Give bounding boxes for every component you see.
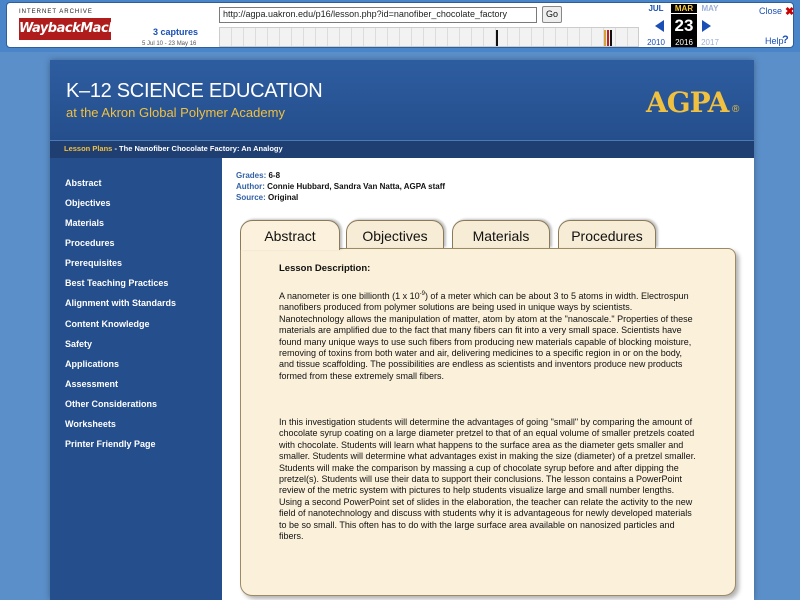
wayback-help-link[interactable]: Help [765,36,784,46]
meta-source-label: Source: [236,193,266,202]
paragraph-1-rest: ) of a meter which can be about 3 to 5 atoms in width. Electrospun nanofibers produced from polymer solutions are being used in unique ways by scientists. Nanotechnology allows the manipulation of matter, atom by atom at the "nanoscale." Properties of these materials are amplified due to the fact that many fibers can fit into a very small space. Scientists have found many unique ways to use such fibers from producing new materials capable of blocking moisture, removing of toxins from both water and air, delivering medicines to a specific region in or on the body, and tissue scaffolding. The possibilities are endless as scientists and inventors produce new products formed from these extremely small fibers. [279,291,693,381]
sidebar-item-content-knowledge[interactable]: Content Knowledge [65,319,150,329]
wayback-logo-top: INTERNET ARCHIVE [19,9,93,15]
lesson-page [50,60,754,600]
wayback-logo[interactable] [19,9,138,43]
abstract-panel [240,248,736,596]
meta-grades-label: Grades: [236,171,267,180]
wayback-close-link[interactable]: Close [759,6,783,16]
sidebar-item-procedures[interactable]: Procedures [65,238,115,248]
sidebar-item-worksheets[interactable]: Worksheets [65,419,116,429]
lesson-meta [236,170,445,203]
help-icon[interactable]: ? [782,34,789,46]
sidebar-item-prerequisites[interactable]: Prerequisites [65,258,123,268]
breadcrumb-current: The Nanofiber Chocolate Factory: An Analogy [119,144,283,153]
sidebar-item-assessment[interactable]: Assessment [65,379,119,389]
sidebar-item-objectives[interactable]: Objectives [65,198,111,208]
sidebar-item-printer-friendly-page[interactable]: Printer Friendly Page [65,439,156,449]
breadcrumb-text [64,144,283,153]
month-prev[interactable]: JUL [648,4,664,13]
year-prev[interactable]: 2010 [647,38,665,47]
tab-procedures[interactable]: Procedures [558,220,656,248]
banner-title: K–12 SCIENCE EDUCATION [66,80,323,102]
tab-materials[interactable]: Materials [452,220,550,248]
month-next[interactable]: MAY [701,4,719,13]
wayback-capture-range: 5 Jul 10 - 23 May 16 [142,41,197,47]
meta-author-value: Connie Hubbard, Sandra Van Natta, AGPA staff [267,182,446,191]
meta-grades-row [236,170,445,181]
sparkline-capture-mark [604,30,606,46]
registered-mark: ® [732,104,740,115]
agpa-logo[interactable]: AGPA [646,86,729,119]
meta-grades-value: 6-8 [268,171,281,180]
paragraph-1-start: A nanometer is one billionth (1 x 10 [279,291,420,301]
sidebar-item-safety[interactable]: Safety [65,339,93,349]
breadcrumb-separator: - [112,144,120,153]
sidebar-item-abstract[interactable]: Abstract [65,178,102,188]
month-current: MAR [671,4,697,13]
breadcrumb [50,140,754,158]
wayback-url-input[interactable]: http://agpa.uakron.edu/p16/lesson.php?id=nanofiber_chocolate_factory [219,7,537,23]
meta-source-value: Original [268,193,299,202]
sidebar-item-applications[interactable]: Applications [65,359,120,369]
sparkline-capture-mark [496,30,498,46]
site-banner [50,60,754,140]
wayback-captures-link[interactable]: 3 captures [153,27,199,37]
abstract-paragraph-1 [279,289,699,382]
year-next: 2017 [701,38,719,47]
lesson-description-heading: Lesson Description: [279,263,371,274]
sidebar-item-materials[interactable]: Materials [65,218,105,228]
sidebar-item-other-considerations[interactable]: Other Considerations [65,399,158,409]
meta-author-label: Author: [236,182,265,191]
sidebar-item-best-teaching-practices[interactable]: Best Teaching Practices [65,278,169,288]
sparkline-capture-mark [610,30,612,46]
wayback-toolbar [0,0,800,52]
close-icon[interactable]: ✖ [785,6,795,18]
sidebar-item-alignment-with-standards[interactable]: Alignment with Standards [65,298,177,308]
wayback-logo-main: WaybackMachine [19,18,111,40]
tab-objectives[interactable]: Objectives [346,220,444,248]
meta-source-row [236,192,445,203]
breadcrumb-lesson-plans-link[interactable]: Lesson Plans [64,144,113,153]
meta-author-row [236,181,445,192]
previous-capture-arrow-icon[interactable] [655,20,664,32]
year-current: 2016 [671,38,697,47]
wayback-panel [6,2,794,48]
wayback-go-button[interactable]: Go [542,6,562,23]
capture-day: 23 [671,14,697,38]
next-capture-arrow-icon[interactable] [702,20,711,32]
tab-abstract[interactable]: Abstract [240,220,340,250]
banner-subtitle: at the Akron Global Polymer Academy [66,105,285,120]
sidebar-nav [50,158,222,600]
abstract-paragraph-2: In this investigation students will determine the advantages of going "small" by comparing the amount of chocolate syrup coating on a large diameter pretzel to that of an equal volume of smaller pretzels coated with chocolate. Students will learn what happens to the surface area as the diameter gets smaller and smaller. Students will determine what advantages exist in making the size (diameter) of a pretzel smaller. Students will make the comparison by massing a cup of chocolate syrup before and after dipping the pretzel(s). Students will use their data to support their conclusions. The lesson contains a PowerPoint review of the metric system with pictures to help students visualize large and small number lengths. Using a second PowerPoint set of slides in the elaboration, the teacher can relate the activity to the new field of nanotechnology and discuss with students why it is advantageous for newly developed materials to be so small. This often has to do with the large surface area available on nanosized particles and fibers. [279,417,696,542]
sparkline-capture-mark [607,30,609,46]
wayback-sparkline[interactable] [219,27,639,47]
exponent: -9 [419,291,425,297]
